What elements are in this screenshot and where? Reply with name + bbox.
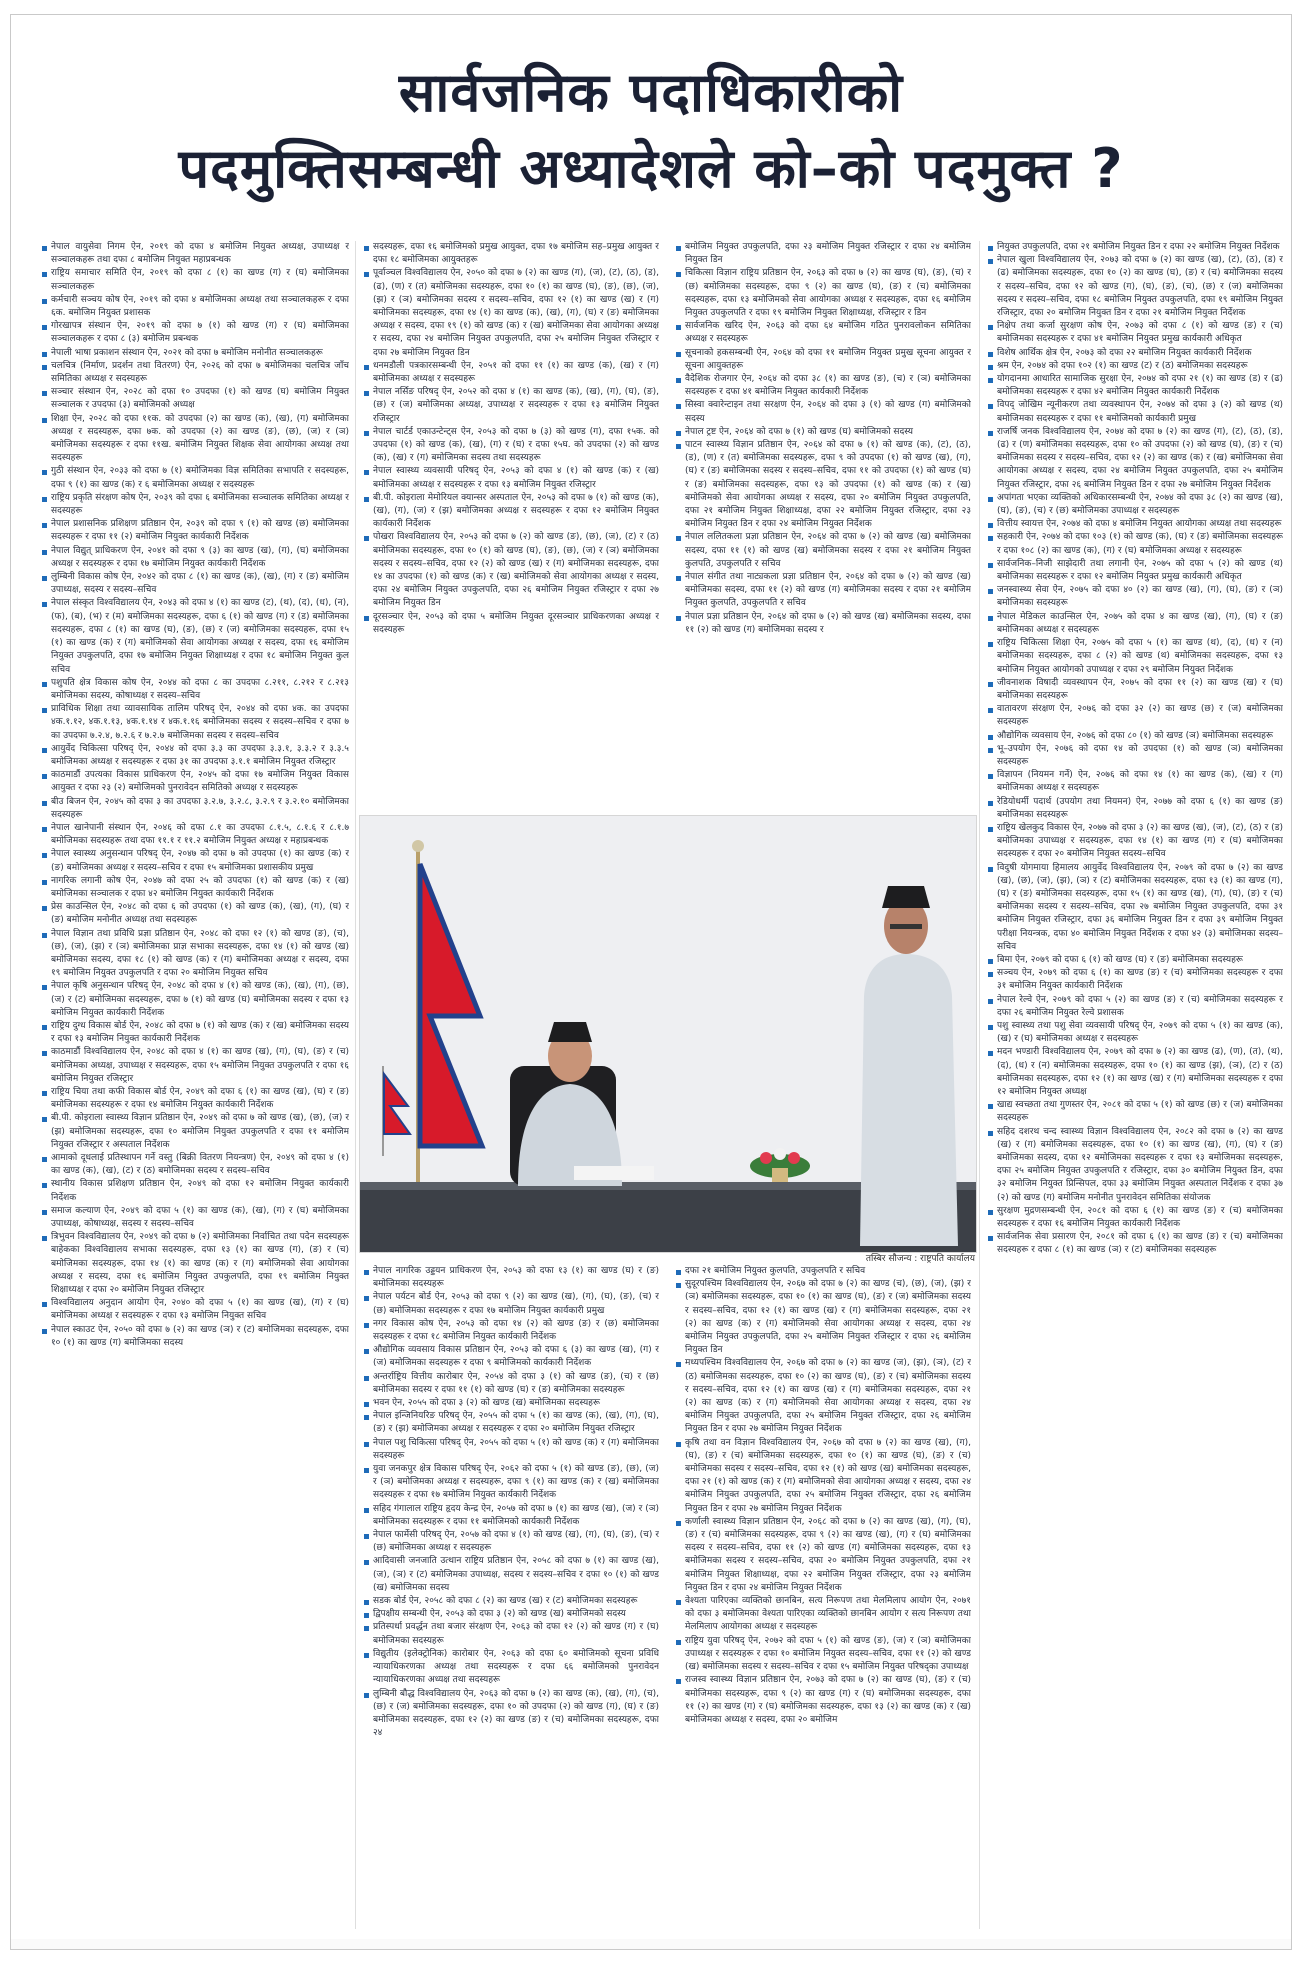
list-item: स्थानीय विकास प्रशिक्षण प्रतिष्ठान ऐन, २०४९ को दफा १२ बमोजिम नियुक्त कार्यकारी निर्देशक: [41, 1178, 349, 1204]
list-item: आदिवासी जनजाति उत्थान राष्ट्रिय प्रतिष्ठान ऐन, २०५८ को दफा ७ (१) का खण्ड (ख), (ज), (ञ) र (ट) बमोजिमका उपाध्यक्ष, सदस्य र सदस्य–सचिव र दफा १० (१) को खण्ड (ख) बमोजिमका सदस्य: [363, 1555, 659, 1595]
list-item: विश्वविद्यालय अनुदान आयोग ऐन, २०४० को दफा ५ (१) का खण्ड (ख), (ग) र (घ) बमोजिमका अध्यक्ष र सदस्यहरू र दफा १३ बमोजिम नियुक्त सचिव: [41, 1297, 349, 1323]
list-item: आमाको दूधलाई प्रतिस्थापन गर्ने वस्तु (बिक्री वितरण नियन्त्रण) ऐन, २०४९ को दफा ४ (१) का खण्ड (क), (ख), (ट) र (ठ) बमोजिमका सदस्य र सदस्य–सचिव: [41, 1152, 349, 1178]
list-item: कृषि तथा वन विज्ञान विश्वविद्यालय ऐन, २०६७ को दफा ७ (२) का खण्ड (ख), (ग), (घ), (ङ) र (च) बमोजिमका सदस्यहरू, दफा १० (१) का खण्ड (घ), (ङ) र (च) बमोजिमका सदस्य र सदस्य–सचिव, दफा १२ (१) को खण्ड (ख) बमोजिमका सदस्यहरू, दफा २१ (१) को खण्ड (क) र (ग) बमोजिमको सेवा आयोगका अध्यक्ष र सदस्य, दफा २४ बमोजिम नियुक्त उपकुलपति, दफा २५ बमोजिम नियुक्त रजिस्ट्रार, दफा २६ बमोजिम नियुक्त डिन र दफा २७ बमोजिम नियुक्त निर्देशक: [675, 1437, 971, 1516]
list-item: जनस्वास्थ्य सेवा ऐन, २०७५ को दफा ४० (२) का खण्ड (ख), (ग), (घ), (ङ) र (ञ) बमोजिमका सदस्यहरू: [987, 584, 1283, 610]
headline-line-1: सार्वजनिक पदाधिकारीको: [398, 61, 904, 124]
list-item: औद्योगिक व्यवसाय विकास प्रतिष्ठान ऐन, २०५३ को दफा ६ (३) का खण्ड (ख), (ग) र (ज) बमोजिमका सदस्यहरू र दफा ९ बमोजिमको कार्यकारी निर्देशक: [363, 1344, 659, 1370]
list-item: चिकित्सा विज्ञान राष्ट्रिय प्रतिष्ठान ऐन, २०६३ को दफा ७ (२) का खण्ड (घ), (ङ), (च) र (छ) बमोजिमका सदस्यहरू, दफा ९ (२) का खण्ड (घ), (ङ) र (च) बमोजिमका सदस्यहरू, दफा १३ बमोजिमको सेवा आयोगका अध्यक्ष र सदस्यहरू, दफा १६ बमोजिम नियुक्त उपकुलपति र दफा १९ बमोजिम नियुक्त शिक्षाध्यक्ष, रजिस्ट्रार र डिन: [675, 267, 971, 320]
headline: [11, 55, 1291, 207]
list-item: भवन ऐन, २०५५ को दफा ३ (२) को खण्ड (ख) बमोजिमका सदस्यहरू: [363, 1397, 659, 1410]
list-item: सडक बोर्ड ऐन, २०५८ को दफा ८ (२) का खण्ड (ख) र (ट) बमोजिमका सदस्यहरू: [363, 1595, 659, 1608]
list-item: नेपाल स्वास्थ्य अनुसन्धान परिषद् ऐन, २०४७ को दफा ७ को उपदफा (१) का खण्ड (क) र (ङ) बमोजिमका अध्यक्ष र सदस्य–सचिव र दफा १५ बमोजिमका प्रशासकीय प्रमुख: [41, 848, 349, 874]
list-item: राष्ट्रिय प्रकृति संरक्षण कोष ऐन, २०३९ को दफा ६ बमोजिमका सञ्चालक समितिका अध्यक्ष र सदस्यहरू: [41, 492, 349, 518]
list-item: नेपाल चार्टर्ड एकाउन्टेन्ट्स ऐन, २०५३ को दफा ७ (३) को खण्ड (ग), दफा १५क. को उपदफा (१) को खण्ड (क), (ख), (ग) र (घ) र दफा १५घ. को उपदफा (२) को खण्ड (क), (ख) र (ग) बमोजिमका सदस्य तथा सदस्यहरू: [363, 426, 659, 466]
list-item: नेपाल इन्जिनियरिङ परिषद् ऐन, २०५५ को दफा ५ (१) का खण्ड (क), (ख), (ग), (घ), (ङ) र (झ) बमोजिमका अध्यक्ष र सदस्यहरू र दफा २० बमोजिम नियुक्त रजिस्ट्रार: [363, 1410, 659, 1436]
list-item: सहकारी ऐन, २०७४ को दफा १०३ (१) को खण्ड (क), (घ) र (ङ) बमोजिमका सदस्यहरू र दफा १०८ (२) का खण्ड (क), (ग) र (घ) बमोजिमका अध्यक्ष र सदस्यहरू: [987, 531, 1283, 557]
list-item: पशु स्वास्थ्य तथा पशु सेवा व्यवसायी परिषद् ऐन, २०७९ को दफा ५ (१) का खण्ड (क), (ख) र (घ) बमोजिमका अध्यक्ष र सदस्यहरू: [987, 1020, 1283, 1046]
column-1: [41, 241, 349, 1931]
list-item: वेश्यता पारिएका व्यक्तिको छानबिन, सत्य निरूपण तथा मेलमिलाप आयोग ऐन, २०७१ को दफा ३ बमोजिमका वेश्यता पारिएका व्यक्तिको छानबिन आयोग र सत्य निरूपण तथा मेलमिलाप आयोगका अध्यक्ष र सदस्यहरू: [675, 1595, 971, 1635]
list-item: बिमा ऐन, २०७९ को दफा ६ (१) को खण्ड (घ) र (ङ) बमोजिमका सदस्यहरू: [987, 954, 1283, 967]
list-item: गोरखापत्र संस्थान ऐन, २०१९ को दफा ७ (१) को खण्ड (ग) र (घ) बमोजिमका सञ्चालकहरू र दफा ८ (३) बमोजिम प्रबन्धक: [41, 320, 349, 346]
list-item: नेपाल स्वास्थ्य व्यवसायी परिषद् ऐन, २०५३ को दफा ४ (१) को खण्ड (क) र (ख) बमोजिमका अध्यक्ष र सदस्यहरू र दफा १३ बमोजिम नियुक्त रजिस्ट्रार: [363, 465, 659, 491]
list-item: अन्तर्राष्ट्रिय वित्तीय कारोबार ऐन, २०५४ को दफा ३ (१) को खण्ड (ङ), (च) र (छ) बमोजिमका सदस्य र दफा ११ (१) को खण्ड (घ) र (ङ) बमोजिमका सदस्यहरू: [363, 1371, 659, 1397]
list-item: नियुक्त उपकुलपति, दफा २१ बमोजिम नियुक्त डिन र दफा २२ बमोजिम नियुक्त निर्देशक: [987, 241, 1283, 254]
list-item: नेपाली भाषा प्रकाशन संस्थान ऐन, २०२१ को दफा ७ बमोजिम मनोनीत सञ्चालकहरू: [41, 347, 349, 360]
list-item: नेपाल प्रज्ञा प्रतिष्ठान ऐन, २०६४ को दफा ७ (२) को खण्ड (ख) बमोजिमका सदस्य, दफा ११ (२) को खण्ड (ग) बमोजिमका सदस्य र: [675, 611, 971, 637]
list-item: नागरिक लगानी कोष ऐन, २०४७ को दफा २५ को उपदफा (१) को खण्ड (क) र (ख) बमोजिमका सञ्चालक र दफा ४२ बमोजिम नियुक्त कार्यकारी निर्देशक: [41, 875, 349, 901]
list-item: कर्मचारी सञ्चय कोष ऐन, २०१९ को दफा ४ बमोजिमका अध्यक्ष तथा सञ्चालकहरू र दफा ६क. बमोजिम नियुक्त प्रशासक: [41, 294, 349, 320]
list-item: नेपाल संस्कृत विश्वविद्यालय ऐन, २०४३ को दफा ४ (१) का खण्ड (ट), (थ), (द), (ध), (न), (फ), (ब), (भ) र (म) बमोजिमका सदस्यहरू, दफा ६ (१) को खण्ड (ग) र (ड) बमोजिमका सदस्यहरू, दफा ८ (१) का खण्ड (घ), (ङ), (छ) र (ज) बमोजिमका सदस्यहरू, दफा १५ (१) का खण्ड (क) र (ग) बमोजिमको सेवा आयोगका अध्यक्ष र सदस्य, दफा १६ बमोजिम नियुक्त उपकुलपति, दफा १७ बमोजिम नियुक्त शिक्षाध्यक्ष र दफा १८ बमोजिम नियुक्त कुल सचिव: [41, 597, 349, 676]
list-item: रेडियोधर्मी पदार्थ (उपयोग तथा नियमन) ऐन, २०७७ को दफा ६ (१) का खण्ड (ङ) बमोजिमका सदस्यहरू: [987, 796, 1283, 822]
list-item: आयुर्वेद चिकित्सा परिषद् ऐन, २०४४ को दफा ३.३ का उपदफा ३.३.१, ३.३.२ र ३.३.५ बमोजिमका अध्यक्ष र सदस्यहरू र दफा ३१ का उपदफा ३.१.१ बमोजिम नियुक्त रजिस्ट्रार: [41, 743, 349, 769]
list-item: जीवनाशक विषादी व्यवस्थापन ऐन, २०७५ को दफा ११ (२) का खण्ड (ख) र (घ) बमोजिमका सदस्यहरू: [987, 677, 1283, 703]
list-item: द्विपक्षीय सम्बन्धी ऐन, २०५३ को दफा ३ (२) को खण्ड (ख) बमोजिमको सदस्य: [363, 1608, 659, 1621]
list-item: विद्युतीय (इलेक्ट्रोनिक) कारोबार ऐन, २०६३ को दफा ६० बमोजिमको सूचना प्रविधि न्यायाधिकरणका अध्यक्ष तथा सदस्यहरू र दफा ६६ बमोजिमको पुनरावेदन न्यायाधिकरणका अध्यक्ष तथा सदस्यहरू: [363, 1648, 659, 1688]
list-item: विदुषी योगमाया हिमालय आयुर्वेद विश्वविद्यालय ऐन, २०७९ को दफा ७ (२) का खण्ड (ख), (छ), (ज), (झ), (ञ) र (ट) बमोजिमका सदस्यहरू, दफा १३ (१) का खण्ड (ग), (घ) र (ङ) बमोजिमका सदस्यहरू, दफा १५ (१) का खण्ड (ख), (ग), (घ), (ङ) र (च) बमोजिमका सदस्य र सदस्य–सचिव, दफा २७ बमोजिम नियुक्त उपकुलपति, दफा ३१ बमोजिम नियुक्त रजिस्ट्रार, दफा ३६ बमोजिम नियुक्त डिन र दफा ३९ बमोजिम नियुक्त परीक्षा नियन्त्रक, दफा ४० बमोजिम नियुक्त निर्देशक र दफा ४२ (३) बमोजिमका सदस्य–सचिव: [987, 862, 1283, 954]
list-item: कर्णाली स्वास्थ्य विज्ञान प्रतिष्ठान ऐन, २०६८ को दफा ७ (२) का खण्ड (ख), (ग), (घ), (ङ) र (च) बमोजिमका सदस्यहरू, दफा ९ (२) का खण्ड (ख), (ग) र (घ) बमोजिमका सदस्य र सदस्य–सचिव, दफा ११ (२) को खण्ड (ग) बमोजिमका सदस्यहरू, दफा १३ बमोजिमका सदस्य र सदस्य–सचिव, दफा २० बमोजिम नियुक्त उपकुलपति, दफा २१ बमोजिम नियुक्त शिक्षाध्यक्ष, दफा २२ बमोजिम नियुक्त रजिस्ट्रार, दफा २३ बमोजिम नियुक्त डिन र दफा २४ बमोजिम नियुक्त निर्देशक: [675, 1516, 971, 1595]
list-item: बीउ बिजन ऐन, २०४५ को दफा ३ का उपदफा ३.२.७, ३.२.८, ३.२.९ र ३.२.१० बमोजिमका सदस्यहरू: [41, 796, 349, 822]
list-item: युवा जनकपुर क्षेत्र विकास परिषद् ऐन, २०६२ को दफा ५ (१) को खण्ड (ङ), (छ), (ज) र (ञ) बमोजिमका अध्यक्ष र सदस्यहरू, दफा ९ (१) का खण्ड (क) र (ख) बमोजिमका सदस्यहरू र दफा १७ बमोजिम नियुक्त कार्यकारी निर्देशक: [363, 1463, 659, 1503]
column-3: [675, 241, 971, 811]
list-item: नेपाल वायुसेवा निगम ऐन, २०१९ को दफा ४ बमोजिम नियुक्त अध्यक्ष, उपाध्यक्ष र सञ्चालकहरू तथा दफा ८ बमोजिम नियुक्त महाप्रबन्धक: [41, 241, 349, 267]
list-item: समाज कल्याण ऐन, २०४९ को दफा ५ (१) का खण्ड (क), (ख), (ग) र (घ) बमोजिमका उपाध्यक्ष, कोषाध्यक्ष, सदस्य र सदस्य–सचिव: [41, 1205, 349, 1231]
list-item: सार्वजनिक–निजी साझेदारी तथा लगानी ऐन, २०७५ को दफा ५ (२) को खण्ड (थ) बमोजिमका सदस्यहरू र दफा १२ बमोजिम नियुक्त प्रमुख कार्यकारी अधिकृत: [987, 558, 1283, 584]
list-item: राष्ट्रिय समाचार समिति ऐन, २०१९ को दफा ८ (१) का खण्ड (ग) र (घ) बमोजिमका सञ्चालकहरू: [41, 267, 349, 293]
list-item: सञ्चार संस्थान ऐन, २०२८ को दफा १० उपदफा (१) को खण्ड (घ) बमोजिम नियुक्त सञ्चालक र उपदफा (३) बमोजिमको अध्यक्ष: [41, 386, 349, 412]
list-item: प्रेस काउन्सिल ऐन, २०४८ को दफा ६ को उपदफा (१) को खण्ड (क), (ख), (ग), (घ) र (ङ) बमोजिम मनोनीत अध्यक्ष तथा सदस्यहरू: [41, 901, 349, 927]
list-item: श्रम ऐन, २०७४ को दफा १०२ (१) का खण्ड (ट) र (ठ) बमोजिमका सदस्यहरू: [987, 360, 1283, 373]
list-item: लुम्बिनी विकास कोष ऐन, २०४२ को दफा ८ (१) का खण्ड (क), (ख), (ग) र (ङ) बमोजिम उपाध्यक्ष, सदस्य र सदस्य–सचिव: [41, 571, 349, 597]
list-item: सिस्वा क्वारेन्टाइन तथा सरक्षण ऐन, २०६४ को दफा ३ (१) को खण्ड (ग) बमोजिमको सदस्य: [675, 399, 971, 425]
column-divider: [355, 241, 356, 1929]
list-item: धनमडौली पत्रकारसम्बन्धी ऐन, २०५१ को दफा ११ (१) का खण्ड (क), (ख) र (ग) बमोजिमका अध्यक्ष र सदस्यहरू: [363, 360, 659, 386]
headline-line-2: पदमुक्तिसम्बन्धी अध्यादेशले को–को पदमुक्त ?: [178, 137, 1124, 200]
list-item: सञ्चय ऐन, २०७९ को दफा ६ (१) का खण्ड (ङ) र (च) बमोजिमका सदस्यहरू र दफा ३१ बमोजिम नियुक्त कार्यकारी निर्देशक: [987, 967, 1283, 993]
list-item: गुठी संस्थान ऐन, २०३३ को दफा ७ (१) बमोजिमका विज्ञ समितिका सभापति र सदस्यहरू, दफा ९ (१) का खण्ड (क) र ६ बमोजिमका अध्यक्ष र सदस्यहरू: [41, 465, 349, 491]
standing-man-body: [860, 954, 958, 1246]
list-item: शिक्षा ऐन, २०२८ को दफा ११क. को उपदफा (२) का खण्ड (क), (ख), (ग) बमोजिमका अध्यक्ष र सदस्यहरू, दफा ७क. को उपदफा (२) का खण्ड (ङ), (छ), (ज) र (ञ) बमोजिमका सदस्यहरू र दफा ११ख. बमोजिम नियुक्त शिक्षक सेवा आयोगका अध्यक्ष तथा सदस्यहरू: [41, 413, 349, 466]
list-item: सूचनाको हकसम्बन्धी ऐन, २०६४ को दफा ११ बमोजिम नियुक्त प्रमुख सूचना आयुक्त र सूचना आयुक्तहरू: [675, 347, 971, 373]
list-item: विज्ञापन (नियमन गर्ने) ऐन, २०७६ को दफा १४ (१) का खण्ड (क), (ख) र (ग) बमोजिमका अध्यक्ष र सदस्यहरू: [987, 769, 1283, 795]
list-item: सुरक्षण मुद्रणसम्बन्धी ऐन, २०८१ को दफा ६ (१) का खण्ड (ङ) र (च) बमोजिमका सदस्यहरू र दफा १६ बमोजिम नियुक्त कार्यकारी निर्देशक: [987, 1205, 1283, 1231]
list-item: राजस्व स्वास्थ्य विज्ञान प्रतिष्ठान ऐन, २०७३ को दफा ७ (२) का खण्ड (घ), (ङ) र (च) बमोजिमका सदस्यहरू, दफा ९ (२) का खण्ड (ग) र (घ) बमोजिमका सदस्यहरू, दफा ११ (२) का खण्ड (ग) र (घ) बमोजिमका सदस्यहरू, दफा १३ (२) का खण्ड (क) र (ख) बमोजिमका अध्यक्ष र सदस्य, दफा २० बमोजिम: [675, 1674, 971, 1727]
list-item: नेपाल कृषि अनुसन्धान परिषद् ऐन, २०४८ को दफा ४ (१) को खण्ड (क), (ख), (ग), (छ), (ज) र (ट) बमोजिमका सदस्यहरू, दफा ७ (१) को खण्ड (घ) बमोजिमका सदस्य र दफा १३ बमोजिम नियुक्त कार्यकारी निर्देशक: [41, 980, 349, 1020]
column-2: [363, 241, 659, 811]
column-divider: [979, 241, 980, 1929]
list-item: नेपाल संगीत तथा नाट्यकला प्रज्ञा प्रतिष्ठान ऐन, २०६४ को दफा ७ (२) को खण्ड (ख) बमोजिमका सदस्य, दफा ११ (२) को खण्ड (ग) बमोजिमका सदस्य र दफा २१ बमोजिम नियुक्त कुलपति, उपकुलपति र सचिव: [675, 571, 971, 611]
newspaper-page: [10, 14, 1292, 1950]
list-item: बी.पी. कोइराला स्वास्थ्य विज्ञान प्रतिष्ठान ऐन, २०४९ को दफा ७ को खण्ड (ख), (छ), (ज) र (झ) बमोजिमका सदस्यहरू, दफा १० बमोजिम नियुक्त उपकुलपति र दफा ११ बमोजिम नियुक्त रजिस्ट्रार र अस्पताल निर्देशक: [41, 1112, 349, 1152]
list-item: राष्ट्रिय खेलकुद विकास ऐन, २०७७ को दफा ३ (२) का खण्ड (ख), (ज), (ट), (ठ) र (ड) बमोजिमका उपाध्यक्ष र सदस्यहरू, दफा १४ (१) का खण्ड (ग) र (घ) बमोजिमका सदस्यहरू र दफा २० बमोजिम नियुक्त सदस्य–सचिव: [987, 822, 1283, 862]
list-item: नेपाल फार्मेसी परिषद् ऐन, २०५७ को दफा ४ (१) को खण्ड (ख), (ग), (घ), (ङ), (च) र (छ) बमोजिमका अध्यक्ष र सदस्यहरू: [363, 1529, 659, 1555]
list-item: बी.पी. कोइराला मेमोरियल क्यान्सर अस्पताल ऐन, २०५३ को दफा ७ (१) को खण्ड (क), (ख), (ग), (ज) र (झ) बमोजिमका अध्यक्ष र सदस्यहरू र दफा १२ बमोजिम नियुक्त कार्यकारी निर्देशक: [363, 492, 659, 532]
list-item: राष्ट्रिय दुग्ध विकास बोर्ड ऐन, २०४८ को दफा ७ (१) को खण्ड (क) र (ख) बमोजिमका सदस्य र दफा १३ बमोजिम नियुक्त कार्यकारी निर्देशक: [41, 1020, 349, 1046]
dhaka-topi: [548, 1022, 592, 1042]
list-item: नेपाल प्रशासनिक प्रशिक्षण प्रतिष्ठान ऐन, २०३९ को दफा ९ (१) को खण्ड (छ) बमोजिमका सदस्यहरू र दफा ११ (२) बमोजिम नियुक्त कार्यकारी निर्देशक: [41, 518, 349, 544]
list-item: मदन भण्डारी विश्वविद्यालय ऐन, २०७९ को दफा ७ (२) का खण्ड (ढ), (ण), (त), (थ), (द), (ध) र (न) बमोजिमका सदस्यहरू, दफा १० (१) का खण्ड (झ), (ञ), (ट) र (ठ) बमोजिमका सदस्यहरू, दफा १२ (१) का खण्ड (ख) र (ग) बमोजिमका सदस्यहरू र दफा १२ बमोजिम नियुक्त अध्यक्ष: [987, 1046, 1283, 1099]
list-item: नेपाल ट्रष्ट ऐन, २०६४ को दफा ७ (१) को खण्ड (घ) बमोजिमको सदस्य: [675, 426, 971, 439]
list-item: वातावरण संरक्षण ऐन, २०७६ को दफा ३२ (२) का खण्ड (छ) र (ज) बमोजिमका सदस्यहरू: [987, 703, 1283, 729]
list-item: योगदानमा आधारित सामाजिक सुरक्षा ऐन, २०७४ को दफा २१ (१) का खण्ड (ड) र (ढ) बमोजिमका सदस्यहरू र दफा ४२ बमोजिम नियुक्त कार्यकारी निर्देशक: [987, 373, 1283, 399]
list-item: खाद्य स्वच्छता तथा गुणस्तर ऐन, २०८१ को दफा ५ (१) को खण्ड (छ) र (ज) बमोजिमका सदस्यहरू: [987, 1099, 1283, 1125]
column-3-lower: [675, 1265, 971, 1931]
list-item: नेपाल रेल्वे ऐन, २०७९ को दफा ५ (२) का खण्ड (ङ) र (च) बमोजिमका सदस्यहरू र दफा २६ बमोजिम नियुक्त रेल्वे प्रशासक: [987, 994, 1283, 1020]
list-item: औद्योगिक व्यवसाय ऐन, २०७६ को दफा ८० (१) को खण्ड (ञ) बमोजिमका सदस्यहरू: [987, 730, 1283, 743]
photo-illustration: [360, 816, 976, 1252]
list-item: विशेष आर्थिक क्षेत्र ऐन, २०७३ को दफा २२ बमोजिम नियुक्त कार्यकारी निर्देशक: [987, 347, 1283, 360]
print-registration-strip: [11, 1939, 1291, 1949]
list-item: नेपाल मेडिकल काउन्सिल ऐन, २०७५ को दफा ४ का खण्ड (ख), (ग), (घ) र (ङ) बमोजिमका अध्यक्ष र सदस्यहरू: [987, 611, 1283, 637]
list-item: काठमाडौं विश्वविद्यालय ऐन, २०४८ को दफा ४ (१) का खण्ड (ख), (ग), (घ), (ङ) र (च) बमोजिमका अध्यक्ष, उपाध्यक्ष र सदस्यहरू, दफा १५ बमोजिम नियुक्त उपकुलपति र दफा १६ बमोजिम नियुक्त रजिस्ट्रार: [41, 1046, 349, 1086]
list-item: राष्ट्रिय चिकित्सा शिक्षा ऐन, २०७५ को दफा ५ (१) का खण्ड (थ), (द), (ध) र (न) बमोजिमका सदस्यहरू, दफा ८ (२) को खण्ड (थ) बमोजिमका सदस्यहरू, दफा १३ बमोजिम नियुक्त आयोगको उपाध्यक्ष र दफा २९ बमोजिम नियुक्त निर्देशक: [987, 637, 1283, 677]
list-item: नेपाल नर्सिङ परिषद् ऐन, २०५२ को दफा ४ (१) का खण्ड (क), (ख), (ग), (घ), (ङ), (छ) र (ज) बमोजिमका अध्यक्ष, उपाध्यक्ष र सदस्यहरू र दफा १३ बमोजिम नियुक्त रजिस्ट्रार: [363, 386, 659, 426]
list-item: सार्वजनिक सेवा प्रसारण ऐन, २०८१ को दफा ६ (१) का खण्ड (ङ) र (च) बमोजिमका सदस्यहरू र दफा ८ (१) का खण्ड (ञ) र (ट) बमोजिमका सदस्यहरू: [987, 1231, 1283, 1257]
list-item: त्रिभुवन विश्वविद्यालय ऐन, २०४९ को दफा ७ (२) बमोजिमका निर्वाचित तथा पदेन सदस्यहरू बाहेकका विश्वविद्यालय सभाका सदस्यहरू, दफा १३ (१) का खण्ड (ग), (ङ) र (च) बमोजिमका सदस्यहरू, दफा १४ (१) का खण्ड (क) र (ग) बमोजिमको सेवा आयोगका अध्यक्ष र सदस्य, दफा १६ बमोजिम नियुक्त उपकुलपति, दफा १९ बमोजिम नियुक्त शिक्षाध्यक्ष र दफा २० बमोजिम नियुक्त रजिस्ट्रार: [41, 1231, 349, 1297]
list-item: प्राविधिक शिक्षा तथा व्यावसायिक तालिम परिषद् ऐन, २०४४ को दफा ४क. का उपदफा ४क.१.१२, ४क.१.१३, ४क.१.१४ र ४क.१.१६ बमोजिमका सदस्य र सदस्य–सचिव र दफा ७ का उपदफा ७.२.४, ७.२.६ र ७.२.७ बमोजिमका सदस्य र सदस्य–सचिव: [41, 703, 349, 743]
list-item: राष्ट्रिय चिया तथा कफी विकास बोर्ड ऐन, २०४९ को दफा ६ (१) का खण्ड (ख), (घ) र (ङ) बमोजिमका सदस्यहरू र दफा १४ बमोजिम नियुक्त कार्यकारी निर्देशक: [41, 1086, 349, 1112]
list-item: वित्तीय स्वायत्त ऐन, २०७४ को दफा ४ बमोजिम नियुक्त आयोगका अध्यक्ष तथा सदस्यहरू: [987, 518, 1283, 531]
list-item: लुम्बिनी बौद्ध विश्वविद्यालय ऐन, २०६३ को दफा ७ (२) का खण्ड (क), (ख), (ग), (च), (छ) र (ज) बमोजिमका सदस्यहरू, दफा १० को उपदफा (२) को खण्ड (ग), (घ) र (ङ) बमोजिमका सदस्यहरू, दफा १२ (२) का खण्ड (ङ) र (च) बमोजिमका सदस्यहरू, दफा २४: [363, 1688, 659, 1741]
list-item: प्रतिस्पर्धा प्रवर्द्धन तथा बजार संरक्षण ऐन, २०६३ को दफा १२ (२) को खण्ड (ग) र (घ) बमोजिमका सदस्यहरू: [363, 1621, 659, 1647]
list-item: निक्षेप तथा कर्जा सुरक्षण कोष ऐन, २०७३ को दफा ८ (१) को खण्ड (ङ) र (च) बमोजिमका सदस्यहरू र दफा ४१ बमोजिम नियुक्त प्रमुख कार्यकारी अधिकृत: [987, 320, 1283, 346]
list-item: नेपाल विद्युत् प्राधिकरण ऐन, २०४१ को दफा ९ (३) का खण्ड (ख), (ग), (घ) बमोजिमका अध्यक्ष र सदस्यहरू र दफा १७ बमोजिम नियुक्त कार्यकारी निर्देशक: [41, 545, 349, 571]
list-item: दफा २१ बमोजिम नियुक्त कुलपति, उपकुलपति र सचिव: [675, 1265, 971, 1278]
column-2-lower: [363, 1265, 659, 1931]
news-photo: [359, 815, 977, 1253]
list-item: नेपाल विज्ञान तथा प्रविधि प्रज्ञा प्रतिष्ठान ऐन, २०४८ को दफा १२ (१) को खण्ड (ङ), (च), (छ), (ज), (झ) र (ञ) बमोजिमका प्राज्ञ सभाका सदस्यहरू, दफा १४ (१) को खण्ड (ख) बमोजिमका सदस्य, दफा १८ (१) को खण्ड (क) र (ग) बमोजिमका अध्यक्ष र सदस्य, दफा १९ बमोजिम नियुक्त उपकुलपति र दफा २० बमोजिम नियुक्त सचिव: [41, 928, 349, 981]
list-item: पोखरा विश्वविद्यालय ऐन, २०५३ को दफा ७ (२) को खण्ड (ङ), (छ), (ज), (ट) र (ठ) बमोजिमका सदस्यहरू, दफा १० (१) को खण्ड (घ), (ङ), (छ), (ज) र (ञ) बमोजिमका सदस्य र सदस्य–सचिव, दफा १२ (२) को खण्ड (ख) र (ग) बमोजिमका सदस्यहरू, दफा १४ का उपदफा (१) को खण्ड (क) र (ख) बमोजिमको सेवा आयोगका अध्यक्ष र सदस्य, दफा २४ बमोजिम नियुक्त उपकुलपति, दफा २६ बमोजिम नियुक्त रजिस्ट्रार र दफा २७ बमोजिम नियुक्त डिन: [363, 531, 659, 610]
list-item: दूरसञ्चार ऐन, २०५३ को दफा ५ बमोजिम नियुक्त दूरसञ्चार प्राधिकरणका अध्यक्ष र सदस्यहरू: [363, 611, 659, 637]
list-item: सहिद गंगालाल राष्ट्रिय हृदय केन्द्र ऐन, २०५७ को दफा ७ (१) का खण्ड (ख), (ज) र (ञ) बमोजिमका सदस्यहरू र दफा ११ बमोजिमको कार्यकारी निर्देशक: [363, 1503, 659, 1529]
list-item: सुदूरपश्चिम विश्वविद्यालय ऐन, २०६७ को दफा ७ (२) का खण्ड (च), (छ), (ज), (झ) र (ञ) बमोजिमका सदस्यहरू, दफा १० (१) का खण्ड (घ), (ङ) र (ज) बमोजिमका सदस्य र सदस्य–सचिव, दफा १२ (१) का खण्ड (ख) र (ग) बमोजिमका सदस्यहरू, दफा २१ (२) का खण्ड (क) र (ग) बमोजिमको सेवा आयोगका अध्यक्ष र सदस्य, दफा २४ बमोजिम नियुक्त उपकुलपति, दफा २५ बमोजिम नियुक्त रजिस्ट्रार र दफा २६ बमोजिम नियुक्त डिन: [675, 1278, 971, 1357]
column-4: [987, 241, 1283, 1931]
list-item: काठमाडौं उपत्यका विकास प्राधिकरण ऐन, २०४५ को दफा १७ बमोजिम नियुक्त विकास आयुक्त र दफा २३ (२) बमोजिमको पुनरावेदन समितिको अध्यक्ष र सदस्यहरू: [41, 769, 349, 795]
list-item: नगर विकास कोष ऐन, २०५३ को दफा १४ (२) को खण्ड (ङ) र (छ) बमोजिमका सदस्यहरू र दफा १८ बमोजिम नियुक्त कार्यकारी निर्देशक: [363, 1318, 659, 1344]
list-item: बमोजिम नियुक्त उपकुलपति, दफा २३ बमोजिम नियुक्त रजिस्ट्रार र दफा २४ बमोजिम नियुक्त डिन: [675, 241, 971, 267]
list-item: अपांगता भएका व्यक्तिको अधिकारसम्बन्धी ऐन, २०७४ को दफा ३८ (२) का खण्ड (ख), (घ), (ङ), (च) र (छ) बमोजिमका उपाध्यक्ष र सदस्यहरू: [987, 492, 1283, 518]
photo-caption: तस्बिर सौजन्य : राष्ट्रपति कार्यालय: [865, 1254, 975, 1264]
list-item: नेपाल पशु चिकित्सा परिषद् ऐन, २०५५ को दफा ५ (१) को खण्ड (क) र (ग) बमोजिमका सदस्यहरू: [363, 1437, 659, 1463]
list-item: राष्ट्रिय युवा परिषद् ऐन, २०७२ को दफा ५ (१) को खण्ड (ङ), (ज) र (ञ) बमोजिमका उपाध्यक्ष र सदस्यहरू र दफा १० बमोजिम नियुक्त सदस्य–सचिव, दफा ११ (२) को खण्ड (ख) बमोजिमका सदस्य र सदस्य–सचिव र दफा १५ बमोजिम नियुक्त परिषद्का उपाध्यक्ष: [675, 1635, 971, 1675]
list-item: वैदेशिक रोजगार ऐन, २०६४ को दफा ३८ (१) का खण्ड (ङ), (च) र (ञ) बमोजिमका सदस्यहरू र दफा ४१ बमोजिम नियुक्त कार्यकारी निर्देशक: [675, 373, 971, 399]
list-item: नेपाल ललितकला प्रज्ञा प्रतिष्ठान ऐन, २०६४ को दफा ७ (२) को खण्ड (ख) बमोजिमका सदस्य, दफा ११ (१) को खण्ड (ख) बमोजिमका सदस्य र दफा २१ बमोजिम नियुक्त कुलपति, उपकुलपति र सचिव: [675, 531, 971, 571]
list-item: पाटन स्वास्थ्य विज्ञान प्रतिष्ठान ऐन, २०६४ को दफा ७ (१) को खण्ड (क), (ट), (ठ), (ड), (ण) र (त) बमोजिमका सदस्यहरू, दफा ९ को उपदफा (१) को खण्ड (ख), (ग), (घ) र (ङ) बमोजिमका सदस्य र सदस्य–सचिव, दफा ११ को उपदफा (१) को खण्ड (घ) र (ङ) बमोजिमका सदस्यहरू, दफा १३ को उपदफा (१) को खण्ड (क) र (ख) बमोजिमको सेवा आयोगका अध्यक्ष र सदस्य, दफा २० बमोजिम नियुक्त उपकुलपति, दफा २१ बमोजिम नियुक्त शिक्षाध्यक्ष, दफा २२ बमोजिम नियुक्त रजिस्ट्रार, दफा २३ बमोजिम नियुक्त डिन र दफा २४ बमोजिम नियुक्त निर्देशक: [675, 439, 971, 531]
list-item: भू–उपयोग ऐन, २०७६ को दफा १४ को उपदफा (१) को खण्ड (ञ) बमोजिमका सदस्यहरू: [987, 743, 1283, 769]
list-item: सहिद दशरथ चन्द स्वास्थ्य विज्ञान विश्वविद्यालय ऐन, २०८२ को दफा ७ (२) का खण्ड (ख) र (ग) बमोजिमका सदस्यहरू, दफा १० (१) का खण्ड (ख), (ग), (घ) र (ङ) बमोजिमका सदस्य, दफा १२ बमोजिमका सदस्यहरू र दफा १३ बमोजिमका सदस्यहरू, दफा २५ बमोजिम नियुक्त उपकुलपति र रजिस्ट्रार, दफा ३० बमोजिम नियुक्त डिन, दफा ३२ बमोजिम नियुक्त प्रिन्सिपल, दफा ३३ बमोजिम नियुक्त अस्पताल निर्देशक र दफा ३७ (२) को खण्ड (ग) बमोजिम मनोनीत पुनरावेदन समितिका संयोजक: [987, 1126, 1283, 1205]
list-item: नेपाल नागरिक उड्डयन प्राधिकरण ऐन, २०५३ को दफा १३ (१) का खण्ड (घ) र (ङ) बमोजिमका सदस्यहरू: [363, 1265, 659, 1291]
list-item: पशुपति क्षेत्र विकास कोष ऐन, २०४४ को दफा ८ का उपदफा ८.२११, ८.२१२ र ८.२१३ बमोजिमका सदस्य, कोषाध्यक्ष र सदस्य–सचिव: [41, 677, 349, 703]
list-item: मध्यपश्चिम विश्वविद्यालय ऐन, २०६७ को दफा ७ (२) का खण्ड (ज), (झ), (ञ), (ट) र (ठ) बमोजिमका सदस्यहरू, दफा १० (२) का खण्ड (घ), (ङ) र (च) बमोजिमका सदस्य र सदस्य–सचिव, दफा १२ (१) का खण्ड (ख) र (ग) बमोजिमका सदस्यहरू, दफा २१ (२) का खण्ड (क) र (ग) बमोजिमको सेवा आयोगका अध्यक्ष र सदस्य, दफा २४ बमोजिम नियुक्त उपकुलपति, दफा २५ बमोजिम नियुक्त रजिस्ट्रार, दफा २६ बमोजिम नियुक्त डिन र दफा २७ बमोजिम नियुक्त निर्देशक: [675, 1357, 971, 1436]
list-item: चलचित्र (निर्माण, प्रदर्शन तथा वितरण) ऐन, २०२६ को दफा ७ बमोजिमका चलचित्र जाँच समितिका अध्यक्ष र सदस्यहरू: [41, 360, 349, 386]
list-item: नेपाल पर्यटन बोर्ड ऐन, २०५३ को दफा ९ (२) का खण्ड (ख), (ग), (घ), (ङ), (च) र (छ) बमोजिमका सदस्यहरू र दफा १७ बमोजिम नियुक्त कार्यकारी प्रमुख: [363, 1291, 659, 1317]
list-item: सार्वजनिक खरिद ऐन, २०६३ को दफा ६४ बमोजिम गठित पुनरावलोकन समितिका अध्यक्ष र सदस्यहरू: [675, 320, 971, 346]
list-item: नेपाल स्काउट ऐन, २०५० को दफा ७ (२) का खण्ड (ञ) र (ट) बमोजिमका सदस्यहरू, दफा १० (१) का खण्ड (ग) बमोजिमका सदस्य: [41, 1324, 349, 1350]
list-item: विपद् जोखिम न्यूनीकरण तथा व्यवस्थापन ऐन, २०७४ को दफा ३ (२) को खण्ड (थ) बमोजिमका सदस्यहरू र दफा ११ बमोजिमको कार्यकारी प्रमुख: [987, 399, 1283, 425]
list-item: नेपाल खुला विश्वविद्यालय ऐन, २०७३ को दफा ७ (२) का खण्ड (ख), (ट), (ठ), (ड) र (ढ) बमोजिमका सदस्यहरू, दफा १० (२) का खण्ड (घ), (ङ) र (च) बमोजिमका सदस्य र सदस्य–सचिव, दफा १२ को खण्ड (ग), (घ), (ङ), (च), (छ) र (ज) बमोजिमका सदस्य र सदस्य–सचिव, दफा १८ बमोजिम नियुक्त उपकुलपति, दफा १९ बमोजिम नियुक्त रजिस्ट्रार, दफा २० बमोजिम नियुक्त डिन र दफा २१ बमोजिम नियुक्त निर्देशक: [987, 254, 1283, 320]
list-item: सदस्यहरू, दफा १६ बमोजिमको प्रमुख आयुक्त, दफा १७ बमोजिम सह–प्रमुख आयुक्त र दफा १८ बमोजिमका आयुक्तहरू: [363, 241, 659, 267]
list-item: राजर्षि जनक विश्वविद्यालय ऐन, २०७४ को दफा ७ (२) का खण्ड (ग), (ट), (ठ), (ड), (ढ) र (ण) बमोजिमका सदस्यहरू, दफा १० को उपदफा (२) को खण्ड (घ), (ङ) र (च) बमोजिमका सदस्य र सदस्य–सचिव, दफा १२ (२) का खण्ड (क) र (ख) बमोजिमका सेवा आयोगका अध्यक्ष र सदस्य, दफा २४ बमोजिम नियुक्त उपकुलपति, दफा २५ बमोजिम नियुक्त रजिस्ट्रार, दफा २६ बमोजिम नियुक्त डिन र दफा २७ बमोजिम नियुक्त निर्देशक: [987, 426, 1283, 492]
list-item: नेपाल खानेपानी संस्थान ऐन, २०४६ को दफा ८.१ का उपदफा ८.१.५, ८.१.६ र ८.१.७ बमोजिमका सदस्यहरू तथा दफा ११.१ र ११.२ बमोजिम नियुक्त अध्यक्ष र महाप्रबन्धक: [41, 822, 349, 848]
list-item: पूर्वाञ्चल विश्वविद्यालय ऐन, २०५० को दफा ७ (२) का खण्ड (ग), (ज), (ट), (ठ), (ड), (ढ), (ण) र (त) बमोजिमका सदस्यहरू, दफा १० (१) का खण्ड (घ), (ङ), (छ), (ज), (झ) र (ञ) बमोजिमका सदस्य र सदस्य–सचिव, दफा १२ (१) का खण्ड (ख) र (ग) बमोजिमका सदस्यहरू, दफा १४ (१) का खण्ड (क), (ख), (ग), (घ) र (ङ) बमोजिमका अध्यक्ष र सदस्य, दफा १९ (१) को खण्ड (क) र (ख) बमोजिमका सेवा आयोगका अध्यक्ष र सदस्य, दफा २४ बमोजिम नियुक्त उपकुलपति, दफा २५ बमोजिम नियुक्त रजिस्ट्रार र दफा २७ बमोजिम नियुक्त डिन: [363, 267, 659, 359]
